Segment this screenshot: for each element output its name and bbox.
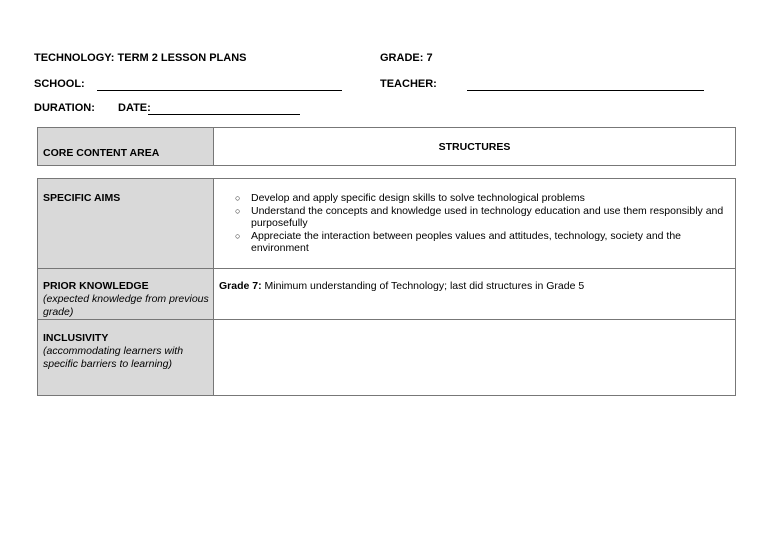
core-content-label-cell: [38, 128, 214, 166]
core-content-value: STRUCTURES: [438, 141, 511, 153]
school-field[interactable]: [97, 90, 342, 91]
aims-label: SPECIFIC AIMS: [43, 192, 121, 204]
inclusivity-label-cell: [38, 320, 214, 396]
prior-knowledge-sublabel: (expected knowledge from previous grade): [43, 293, 209, 318]
inclusivity-label: INCLUSIVITY: [43, 332, 109, 344]
circle-bullet-icon: ○: [235, 205, 241, 216]
core-content-table: [37, 127, 736, 166]
aims-item: ○ Develop and apply specific design skills to solve technological problems: [235, 192, 585, 204]
aims-value-cell: [214, 179, 736, 269]
prior-knowledge-value: Grade 7: Minimum understanding of Technology; last did structures in Grade 5: [219, 280, 585, 292]
aims-item: ○ Appreciate the interaction between peoples values and attitudes, technology, society and the environment: [235, 229, 682, 254]
aims-label-cell: [38, 179, 214, 269]
details-table: [37, 178, 736, 396]
page-title: TECHNOLOGY: TERM 2 LESSON PLANS: [34, 52, 247, 64]
prior-knowledge-value-cell: [214, 269, 736, 320]
date-field[interactable]: [148, 114, 300, 115]
school-label: SCHOOL:: [34, 78, 85, 90]
date-label: DATE:: [118, 102, 151, 114]
circle-bullet-icon: ○: [235, 193, 241, 203]
aims-list: [214, 179, 735, 255]
core-content-value-cell: [214, 128, 736, 166]
duration-label: DURATION:: [34, 102, 95, 114]
inclusivity-sublabel: (accommodating learners with specific barriers to learning): [43, 345, 184, 370]
prior-knowledge-label: PRIOR KNOWLEDGE: [43, 280, 149, 292]
inclusivity-value-cell[interactable]: [214, 320, 736, 396]
grade-label: GRADE: 7: [380, 52, 433, 64]
teacher-field[interactable]: [467, 90, 704, 91]
teacher-label: TEACHER:: [380, 78, 437, 90]
core-content-label: CORE CONTENT AREA: [43, 147, 160, 159]
circle-bullet-icon: ○: [235, 230, 241, 241]
prior-knowledge-label-cell: [38, 269, 214, 320]
aims-item: ○ Understand the concepts and knowledge used in technology education and use them responsibly and purposefully: [235, 204, 724, 229]
